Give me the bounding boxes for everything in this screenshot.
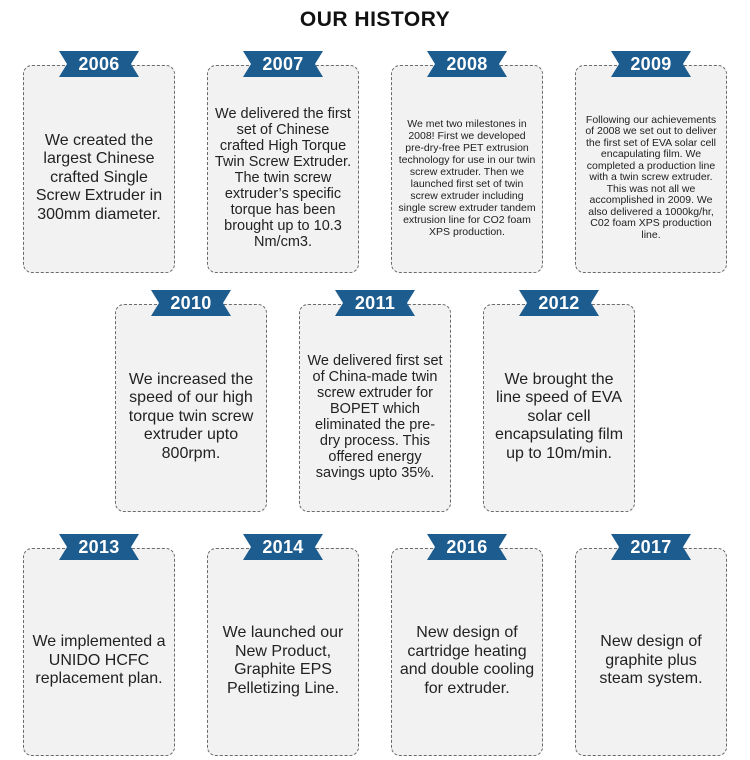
year-badge (427, 51, 507, 77)
year-label: 2017 (630, 536, 672, 557)
card-description: Following our achievements of 2008 we set out to deliver the first set of EVA solar cell encapulating film. We completed a production line with a twin screw extruder. This was not all we accomplished in 2009. We also delivered a 1000kg/hr, C02 foam XPS production line. (585, 113, 717, 241)
year-badge (427, 534, 507, 560)
card-description: New design of graphite plus steam system. (599, 633, 703, 688)
card-description: We launched our New Product, Graphite EPS Pelletizing Line. (222, 624, 344, 697)
card-description: We met two milestones in 2008! First we developed pre-dry-free PET extrusion technology for use in our twin screw extruder. Then we launched first set of twin screw extruder including single screw extruder tandem extrusion line for CO2 foam XPS production. (398, 118, 536, 238)
page-title: OUR HISTORY (299, 8, 451, 31)
history-card-2012 (483, 292, 635, 512)
history-card-2011 (299, 292, 451, 512)
history-card-2017 (575, 536, 727, 756)
year-label: 2008 (446, 53, 488, 74)
year-badge (243, 51, 323, 77)
history-card-2009 (575, 53, 727, 273)
year-badge (59, 534, 139, 560)
year-badge (519, 290, 599, 316)
year-badge (611, 534, 691, 560)
year-label: 2011 (354, 292, 396, 313)
history-card-2013 (23, 536, 175, 756)
year-label: 2014 (262, 536, 304, 557)
year-label: 2010 (170, 292, 212, 313)
history-card-2007 (207, 53, 359, 273)
card-description: We increased the speed of our high torque twin screw extruder upto 800rpm. (128, 370, 254, 462)
card-description: We created the largest Chinese crafted Single Screw Extruder in 300mm diameter. (35, 131, 163, 223)
card-description: We implemented a UNIDO HCFC replacement plan. (32, 633, 166, 688)
year-badge (335, 290, 415, 316)
card-description: We delivered the first set of Chinese crafted High Torque Twin Screw Extruder. The twin screw extruder’s specific torque has been brought up to 10.3 Nm/cm3. (214, 106, 352, 250)
year-label: 2016 (446, 536, 488, 557)
year-badge (151, 290, 231, 316)
card-description: We brought the line speed of EVA solar cell encapsulating film up to 10m/min. (494, 370, 624, 462)
year-badge (243, 534, 323, 560)
history-card-2014 (207, 536, 359, 756)
year-label: 2007 (262, 53, 304, 74)
history-card-2010 (115, 292, 267, 512)
history-card-2016 (391, 536, 543, 756)
year-label: 2012 (538, 292, 580, 313)
history-card-2008 (391, 53, 543, 273)
year-label: 2013 (78, 536, 120, 557)
card-description: We delivered first set of China-made twin screw extruder for BOPET which eliminated the pre-dry process. This offered energy savings upto 35%. (307, 353, 443, 481)
year-badge (59, 51, 139, 77)
year-label: 2006 (78, 53, 120, 74)
history-card-2006 (23, 53, 175, 273)
card-description: New design of cartridge heating and double cooling for extruder. (399, 624, 535, 697)
year-label: 2009 (630, 53, 672, 74)
year-badge (611, 51, 691, 77)
